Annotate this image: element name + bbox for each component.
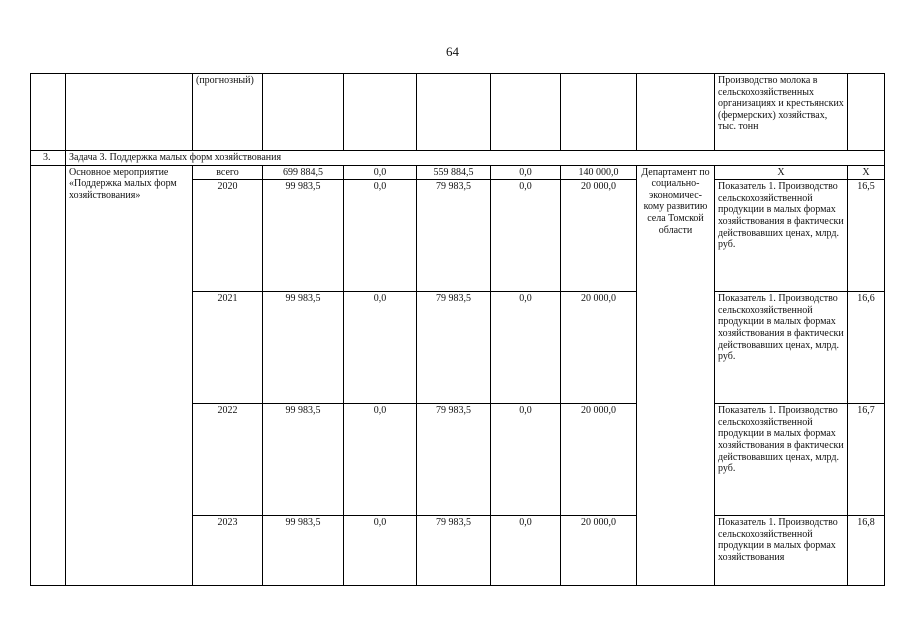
cell-empty	[491, 74, 561, 151]
sum-regional: 559 884,5	[417, 165, 491, 180]
indicator-value: 16,5	[848, 180, 885, 292]
total-row	[31, 165, 885, 180]
indicator-value: 16,6	[848, 292, 885, 404]
sum-total: 699 884,5	[263, 165, 344, 180]
sum-extra: 20 000,0	[561, 180, 637, 292]
task-title: Задача 3. Поддержка малых форм хозяйствования	[66, 151, 885, 166]
page-number: 64	[446, 44, 459, 59]
activity-name: Основное мероприятие «Поддержка малых форм хозяйствования»	[66, 165, 193, 586]
year: 2022	[193, 404, 263, 516]
period-total: всего	[193, 165, 263, 180]
sum-total: 99 983,5	[263, 292, 344, 404]
cell-empty	[344, 74, 417, 151]
forecast-label: (прогнозный)	[193, 74, 263, 151]
sum-federal: 0,0	[344, 516, 417, 586]
year: 2021	[193, 292, 263, 404]
sum-extra: 140 000,0	[561, 165, 637, 180]
sum-federal: 0,0	[344, 292, 417, 404]
indicator: Показатель 1. Производство сельскохозяйственной продукции в малых формах хозяйствования в фактически действовавших ценах, млрд. руб.	[715, 180, 848, 292]
sum-federal: 0,0	[344, 180, 417, 292]
sum-total: 99 983,5	[263, 404, 344, 516]
continued-row	[31, 74, 885, 151]
sum-regional: 79 983,5	[417, 292, 491, 404]
task-row	[31, 151, 885, 166]
sum-local: 0,0	[491, 404, 561, 516]
cell-empty	[31, 165, 66, 586]
program-table	[30, 73, 885, 586]
indicator: Показатель 1. Производство сельскохозяйственной продукции в малых формах хозяйствования в фактически действовавших ценах, млрд. руб.	[715, 404, 848, 516]
sum-extra: 20 000,0	[561, 516, 637, 586]
sum-total: 99 983,5	[263, 180, 344, 292]
executor: Департамент по социально-экономичес-кому развитию села Томской области	[637, 165, 715, 586]
sum-total: 99 983,5	[263, 516, 344, 586]
sum-regional: 79 983,5	[417, 404, 491, 516]
sum-local: 0,0	[491, 516, 561, 586]
sum-extra: 20 000,0	[561, 292, 637, 404]
indicator-milk: Производство молока в сельскохозяйственных организациях и крестьянских (фермерских) хозяйствах, тыс. тонн	[715, 74, 848, 151]
cell-empty	[417, 74, 491, 151]
sum-federal: 0,0	[344, 404, 417, 516]
value-total: Х	[848, 165, 885, 180]
cell-empty	[561, 74, 637, 151]
year: 2023	[193, 516, 263, 586]
cell-empty	[66, 74, 193, 151]
sum-federal: 0,0	[344, 165, 417, 180]
cell-empty	[263, 74, 344, 151]
sum-local: 0,0	[491, 180, 561, 292]
cell-empty	[31, 74, 66, 151]
indicator-total: Х	[715, 165, 848, 180]
sum-local: 0,0	[491, 292, 561, 404]
cell-empty	[637, 74, 715, 151]
indicator-value: 16,8	[848, 516, 885, 586]
task-number: 3.	[31, 151, 66, 166]
indicator-value: 16,7	[848, 404, 885, 516]
sum-extra: 20 000,0	[561, 404, 637, 516]
sum-regional: 79 983,5	[417, 516, 491, 586]
sum-regional: 79 983,5	[417, 180, 491, 292]
year: 2020	[193, 180, 263, 292]
sum-local: 0,0	[491, 165, 561, 180]
indicator: Показатель 1. Производство сельскохозяйственной продукции в малых формах хозяйствования в фактически действовавших ценах, млрд. руб.	[715, 292, 848, 404]
cell-empty	[848, 74, 885, 151]
indicator: Показатель 1. Производство сельскохозяйственной продукции в малых формах хозяйствования	[715, 516, 848, 586]
